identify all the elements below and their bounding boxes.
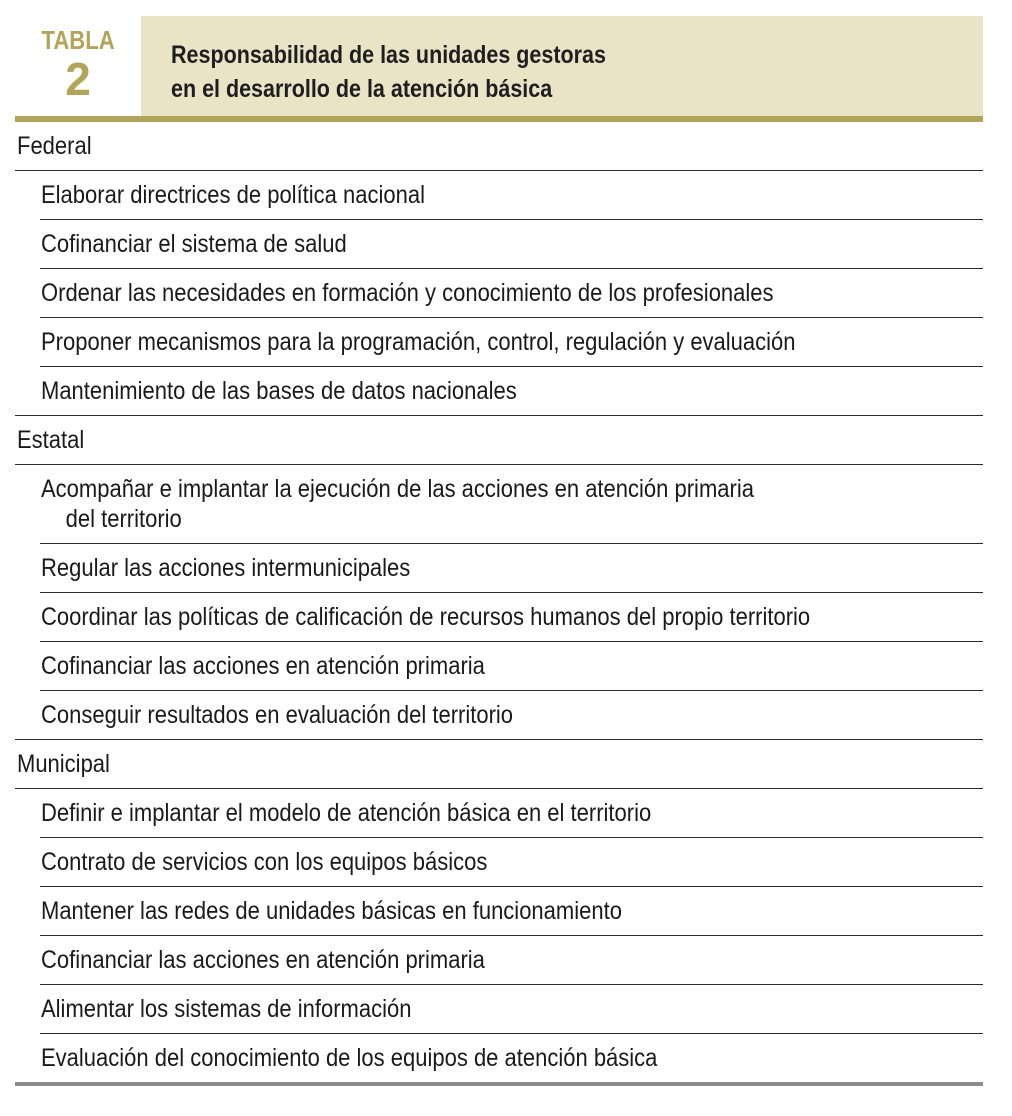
table-row: Evaluación del conocimiento de los equipos de atención básica bbox=[41, 1044, 658, 1072]
table-header bbox=[15, 16, 983, 116]
table-row: Mantenimiento de las bases de datos nacionales bbox=[15, 367, 983, 416]
table-label bbox=[15, 16, 141, 116]
table-row: Cofinanciar las acciones en atención primaria bbox=[40, 936, 983, 985]
table-row: Contrato de servicios con los equipos básicos bbox=[40, 838, 983, 887]
table-row: Cofinanciar el sistema de salud bbox=[40, 220, 983, 269]
table-number: 2 bbox=[65, 53, 91, 105]
table-label-word: TABLA bbox=[41, 25, 115, 55]
section-federal: Federal bbox=[15, 122, 983, 171]
table-row: Definir e implantar el modelo de atención básica en el territorio bbox=[40, 789, 983, 838]
table-row: Coordinar las políticas de calificación de recursos humanos del propio territorio bbox=[40, 593, 983, 642]
responsibility-table bbox=[15, 122, 983, 1082]
table-row: Alimentar los sistemas de información bbox=[40, 985, 983, 1034]
table-row bbox=[40, 465, 983, 544]
table-row: Ordenar las necesidades en formación y conocimiento de los profesionales bbox=[40, 269, 983, 318]
table-row: Conseguir resultados en evaluación del territorio bbox=[15, 691, 983, 740]
table-figure bbox=[15, 16, 983, 1086]
table-title bbox=[171, 38, 606, 106]
section-municipal: Municipal bbox=[15, 740, 983, 789]
table-row: Regular las acciones intermunicipales bbox=[40, 544, 983, 593]
table-row: Elaborar directrices de política nacional bbox=[40, 171, 983, 220]
split-item-line-2: del territorio bbox=[65, 505, 182, 533]
table-row: Mantener las redes de unidades básicas en funcionamiento bbox=[40, 887, 983, 936]
table-title-line-2: en el desarrollo de la atención básica bbox=[171, 75, 553, 103]
table-title-box bbox=[141, 16, 983, 116]
section-estatal: Estatal bbox=[15, 416, 983, 465]
table-row: Cofinanciar las acciones en atención primaria bbox=[40, 642, 983, 691]
table-row: Proponer mecanismos para la programación, control, regulación y evaluación bbox=[40, 318, 983, 367]
split-item-line-1: Acompañar e implantar la ejecución de las acciones en atención primaria bbox=[41, 475, 754, 503]
table-title-line-1: Responsabilidad de las unidades gestoras bbox=[171, 41, 606, 69]
bottom-rule bbox=[15, 1082, 983, 1086]
